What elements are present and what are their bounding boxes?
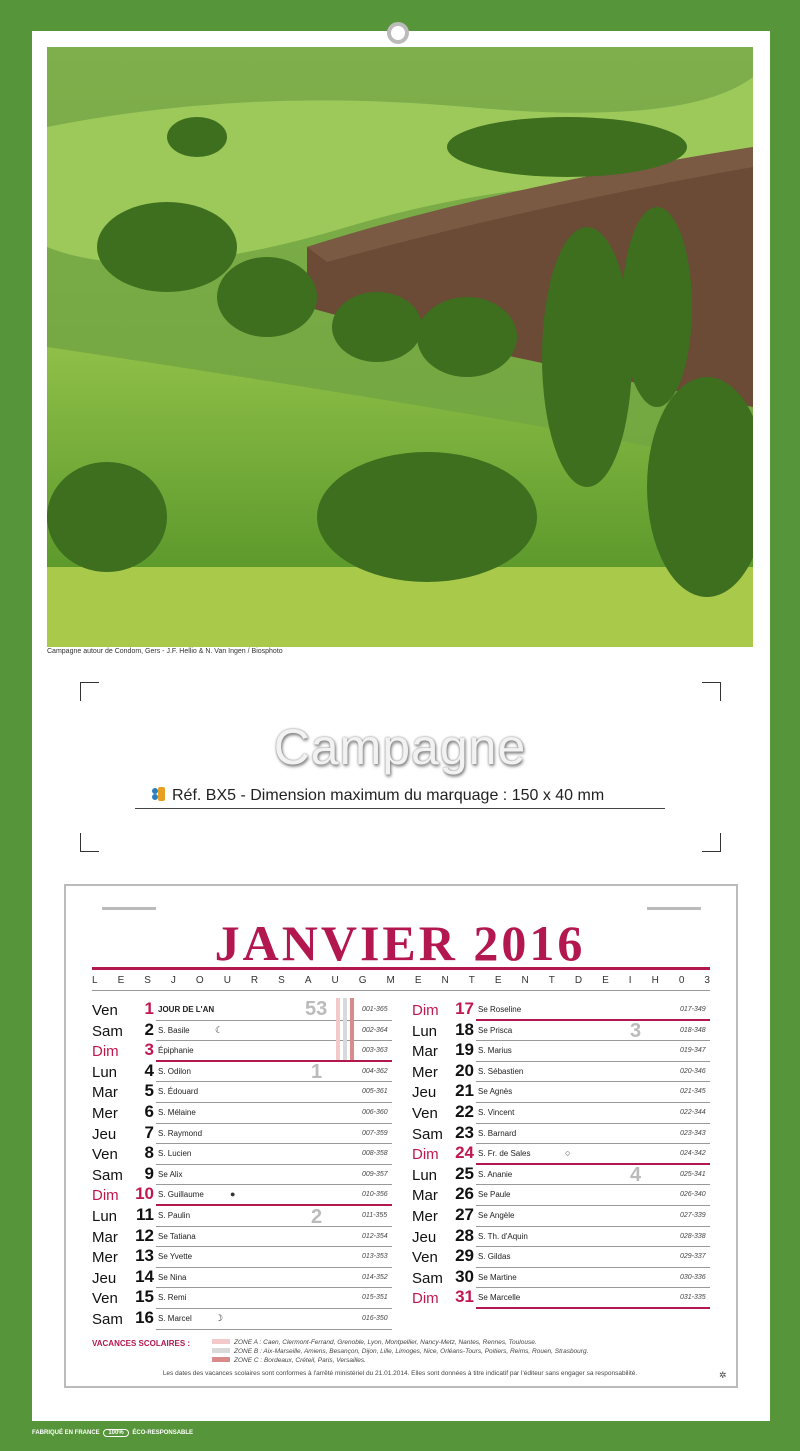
zone-swatch bbox=[212, 1348, 230, 1353]
weekday-label: Ven bbox=[412, 1249, 438, 1267]
weekday-label: Ven bbox=[412, 1105, 438, 1122]
caption-letter: E bbox=[117, 975, 125, 986]
marquage-title: Campagne bbox=[273, 719, 527, 775]
weekday-label: Sam bbox=[92, 1311, 123, 1328]
vacances-title: VACANCES SCOLAIRES : bbox=[92, 1339, 191, 1348]
saint-name: S. Remi bbox=[158, 1293, 187, 1303]
day-number: 5 bbox=[144, 1081, 154, 1101]
day-of-year-code: 005-361 bbox=[362, 1088, 388, 1096]
day-row bbox=[412, 1000, 710, 1021]
saint-name: Se Nina bbox=[158, 1272, 187, 1282]
day-number: 28 bbox=[455, 1225, 474, 1245]
weekday-label: Jeu bbox=[412, 1084, 437, 1102]
saint-name: JOUR DE L'AN bbox=[158, 1005, 215, 1014]
week-number: 4 bbox=[630, 1164, 642, 1186]
weekday-label: Sam bbox=[92, 1166, 123, 1184]
week-number: 3 bbox=[630, 1020, 642, 1042]
caption-letter: 3 bbox=[704, 975, 710, 986]
divider bbox=[102, 907, 156, 910]
day-row bbox=[92, 1082, 392, 1103]
month-title: JANVIER 2016 bbox=[214, 915, 586, 971]
weekday-label: Mar bbox=[92, 1084, 118, 1102]
saint-name: S. Mélaine bbox=[158, 1108, 196, 1117]
weekday-label: Dim bbox=[92, 1187, 119, 1205]
day-number: 8 bbox=[144, 1143, 154, 1163]
day-row bbox=[412, 1041, 710, 1062]
day-number: 3 bbox=[144, 1040, 154, 1060]
zone-text: ZONE A : Caen, Clermont-Ferrand, Grenoble, Lyon, Montpellier, Nancy-Metz, Nantes, Rennes, Toulouse. bbox=[234, 1339, 537, 1346]
day-row bbox=[412, 1103, 710, 1124]
day-row bbox=[412, 1288, 710, 1309]
day-of-year-code: 010-356 bbox=[362, 1191, 388, 1199]
saint-name: Se Yvette bbox=[158, 1252, 193, 1262]
caption-letter: A bbox=[304, 975, 312, 986]
caption-letter: H bbox=[651, 975, 659, 986]
day-of-year-code: 026-340 bbox=[680, 1191, 706, 1199]
day-number: 12 bbox=[135, 1225, 154, 1245]
weekday-label: Mer bbox=[412, 1063, 438, 1081]
saint-name: Se Tatiana bbox=[158, 1231, 196, 1241]
day-row bbox=[92, 1247, 392, 1268]
weekday-label: Jeu bbox=[92, 1125, 117, 1143]
weekday-label: Mer bbox=[92, 1249, 118, 1267]
weekday-label: Mar bbox=[412, 1043, 438, 1061]
days-increase-caption bbox=[92, 975, 710, 986]
day-row bbox=[92, 1124, 392, 1145]
caption-letter: G bbox=[358, 975, 367, 986]
gear-icon: ✲ bbox=[719, 1370, 727, 1380]
day-row bbox=[412, 1144, 710, 1165]
day-number: 17 bbox=[455, 999, 474, 1018]
saint-name: S. Vincent bbox=[478, 1108, 515, 1117]
day-row bbox=[412, 1185, 710, 1206]
day-number: 7 bbox=[144, 1122, 154, 1142]
saint-name: Épiphanie bbox=[158, 1046, 194, 1056]
weekday-label: Dim bbox=[412, 1002, 439, 1019]
caption-letter: T bbox=[468, 975, 475, 986]
weekday-label: Mar bbox=[92, 1228, 118, 1246]
caption-letter: R bbox=[250, 975, 259, 986]
new-moon-icon: ● bbox=[230, 1189, 236, 1200]
day-of-year-code: 002-364 bbox=[362, 1026, 388, 1034]
zone-c bbox=[212, 1357, 366, 1364]
day-of-year-code: 018-348 bbox=[680, 1026, 706, 1034]
day-row bbox=[92, 1206, 392, 1227]
day-of-year-code: 013-353 bbox=[362, 1253, 388, 1261]
marquage-reference bbox=[150, 786, 604, 805]
day-number: 14 bbox=[135, 1266, 154, 1286]
zone-swatch bbox=[212, 1339, 230, 1344]
day-number: 26 bbox=[455, 1184, 474, 1204]
day-of-year-code: 016-350 bbox=[362, 1315, 388, 1322]
footer-right: ÉCO-RESPONSABLE bbox=[132, 1430, 194, 1436]
crop-mark bbox=[80, 833, 99, 852]
day-of-year-code: 020-346 bbox=[680, 1067, 706, 1075]
divider bbox=[647, 907, 701, 910]
caption-letter: S bbox=[144, 975, 151, 986]
weekday-label: Dim bbox=[92, 1043, 119, 1061]
week-number: 2 bbox=[311, 1206, 323, 1228]
caption-letter: O bbox=[195, 975, 204, 986]
weekday-label: Dim bbox=[412, 1290, 439, 1308]
weekday-label: Sam bbox=[412, 1125, 443, 1143]
saint-name: S. Raymond bbox=[158, 1128, 203, 1138]
day-number: 6 bbox=[144, 1102, 154, 1121]
weekday-label: Lun bbox=[92, 1063, 118, 1081]
footer-pill: 100% bbox=[103, 1429, 128, 1437]
day-row bbox=[412, 1206, 710, 1227]
day-number: 22 bbox=[455, 1102, 474, 1121]
weekday-label: Lun bbox=[412, 1022, 438, 1040]
photo-credit: Campagne autour de Condom, Gers - J.F. Hellio & N. Van Ingen / Biosphoto bbox=[47, 648, 283, 655]
day-of-year-code: 015-351 bbox=[362, 1294, 388, 1302]
legal-notice: Les dates des vacances scolaires sont conformes à l'arrêté ministériel du 21.01.2014. Elles sont données à titre indicatif par l'éditeur sans engager sa responsabilité. bbox=[162, 1370, 638, 1377]
weekday-label: Lun bbox=[92, 1208, 118, 1225]
day-row bbox=[92, 1185, 392, 1206]
caption-letter: U bbox=[223, 975, 231, 986]
saint-name: Se Alix bbox=[158, 1169, 183, 1179]
caption-letter: J bbox=[170, 975, 176, 986]
saint-name: S. Lucien bbox=[158, 1149, 192, 1159]
caption-letter: L bbox=[92, 975, 98, 986]
weekday-label: Sam bbox=[92, 1022, 123, 1040]
day-number: 4 bbox=[144, 1060, 154, 1080]
hanging-hole bbox=[387, 22, 409, 44]
day-number: 2 bbox=[144, 1019, 154, 1039]
day-number: 16 bbox=[135, 1308, 154, 1327]
day-row bbox=[412, 1247, 710, 1268]
day-of-year-code: 021-345 bbox=[680, 1088, 706, 1096]
saint-name: S. Barnard bbox=[478, 1128, 517, 1138]
day-number: 10 bbox=[135, 1184, 154, 1204]
landscape-photo bbox=[47, 47, 753, 647]
day-number: 19 bbox=[455, 1040, 474, 1060]
saint-name: Se Martine bbox=[478, 1272, 517, 1282]
weekday-label: Ven bbox=[92, 1002, 118, 1019]
caption-letter: 0 bbox=[678, 975, 685, 986]
day-of-year-code: 023-343 bbox=[680, 1129, 706, 1137]
day-number: 18 bbox=[455, 1019, 474, 1039]
caption-letter: E bbox=[494, 975, 502, 986]
day-number: 15 bbox=[135, 1287, 154, 1307]
day-number: 23 bbox=[455, 1122, 474, 1142]
saint-name: S. Fr. de Sales bbox=[478, 1149, 531, 1159]
day-row bbox=[412, 1062, 710, 1083]
saint-name: S. Ananie bbox=[478, 1169, 513, 1179]
week-number: 1 bbox=[311, 1061, 323, 1083]
day-of-year-code: 025-341 bbox=[680, 1170, 706, 1178]
weekday-label: Jeu bbox=[92, 1269, 117, 1287]
day-of-year-code: 022-344 bbox=[680, 1109, 706, 1116]
day-of-year-code: 024-342 bbox=[680, 1150, 706, 1158]
day-of-year-code: 019-347 bbox=[680, 1047, 706, 1055]
saint-name: Se Marcelle bbox=[478, 1293, 521, 1303]
day-number: 24 bbox=[455, 1143, 474, 1163]
zone-text: ZONE C : Bordeaux, Créteil, Paris, Versailles. bbox=[234, 1357, 366, 1364]
day-of-year-code: 027-339 bbox=[680, 1212, 706, 1219]
day-row bbox=[92, 1165, 392, 1186]
day-number: 27 bbox=[455, 1205, 474, 1224]
saint-name: S. Odilon bbox=[158, 1066, 191, 1076]
saint-name: Se Agnès bbox=[478, 1087, 513, 1097]
caption-letter: S bbox=[278, 975, 285, 986]
day-of-year-code: 030-336 bbox=[680, 1273, 706, 1281]
weekday-label: Jeu bbox=[412, 1228, 437, 1246]
day-number: 11 bbox=[136, 1205, 154, 1224]
weekday-label: Sam bbox=[412, 1269, 443, 1287]
caption-letter: N bbox=[521, 975, 529, 986]
saint-name: Se Prisca bbox=[478, 1025, 513, 1035]
day-row bbox=[412, 1268, 710, 1289]
weekday-label: Mer bbox=[92, 1105, 118, 1122]
weekday-label: Ven bbox=[92, 1146, 118, 1164]
caption-letter: E bbox=[602, 975, 609, 986]
zone-b bbox=[212, 1348, 588, 1355]
saint-name: S. Gildas bbox=[478, 1252, 511, 1262]
caption-letter: I bbox=[628, 975, 632, 986]
day-of-year-code: 011-355 bbox=[362, 1212, 388, 1219]
footer bbox=[32, 1429, 193, 1437]
saint-name: S. Guillaume bbox=[158, 1190, 204, 1200]
caption-letter: N bbox=[441, 975, 449, 986]
row-separator bbox=[156, 1329, 392, 1330]
row-separator bbox=[476, 1307, 710, 1309]
saint-name: S. Marcel bbox=[158, 1314, 192, 1323]
day-row bbox=[412, 1021, 710, 1042]
crop-mark bbox=[702, 833, 721, 852]
day-of-year-code: 017-349 bbox=[680, 1006, 706, 1013]
zone-swatch bbox=[212, 1357, 230, 1362]
day-number: 30 bbox=[455, 1266, 474, 1286]
crop-mark bbox=[702, 682, 721, 701]
quarter-moon-icon: ☾ bbox=[215, 1024, 224, 1035]
day-of-year-code: 004-362 bbox=[362, 1067, 388, 1075]
weekday-label: Dim bbox=[412, 1146, 439, 1164]
day-of-year-code: 006-360 bbox=[362, 1109, 388, 1116]
day-number: 20 bbox=[455, 1060, 474, 1080]
day-of-year-code: 009-357 bbox=[362, 1170, 388, 1178]
caption-letter: E bbox=[414, 975, 422, 986]
caption-letter: D bbox=[574, 975, 583, 986]
weekday-label: Ven bbox=[92, 1290, 118, 1308]
saint-name: S. Th. d'Aquin bbox=[478, 1231, 528, 1241]
day-row bbox=[412, 1082, 710, 1103]
day-number: 31 bbox=[455, 1287, 474, 1307]
day-row bbox=[92, 1288, 392, 1309]
day-of-year-code: 029-337 bbox=[680, 1253, 706, 1261]
saint-name: Se Paule bbox=[478, 1190, 511, 1200]
day-row bbox=[412, 1165, 710, 1186]
footer-left: FABRIQUÉ EN FRANCE bbox=[32, 1430, 100, 1436]
full-moon-icon: ○ bbox=[565, 1148, 571, 1159]
day-of-year-code: 003-363 bbox=[362, 1047, 388, 1055]
caption-letter: U bbox=[331, 975, 339, 986]
day-row bbox=[92, 1227, 392, 1248]
day-of-year-code: 007-359 bbox=[362, 1129, 388, 1137]
weekday-label: Mer bbox=[412, 1208, 438, 1225]
day-of-year-code: 031-335 bbox=[680, 1294, 706, 1302]
day-row bbox=[92, 1309, 392, 1330]
day-row bbox=[412, 1124, 710, 1145]
saint-name: S. Basile bbox=[158, 1025, 190, 1035]
divider bbox=[92, 990, 710, 991]
divider bbox=[135, 808, 665, 809]
saint-name: S. Sébastien bbox=[478, 1066, 524, 1076]
saint-name: Se Angèle bbox=[478, 1211, 515, 1220]
day-row bbox=[92, 1144, 392, 1165]
caption-letter: M bbox=[386, 975, 395, 986]
day-of-year-code: 008-358 bbox=[362, 1150, 388, 1158]
day-number: 21 bbox=[455, 1081, 474, 1101]
quarter-moon-icon: ☽ bbox=[215, 1313, 224, 1323]
week-number: 53 bbox=[305, 998, 328, 1020]
saint-name: S. Paulin bbox=[158, 1211, 191, 1220]
crop-mark bbox=[80, 682, 99, 701]
day-number: 13 bbox=[135, 1246, 154, 1266]
day-of-year-code: 028-338 bbox=[680, 1232, 706, 1240]
day-row bbox=[92, 1062, 392, 1083]
day-row bbox=[92, 1268, 392, 1289]
day-number: 29 bbox=[455, 1246, 474, 1266]
day-of-year-code: 001-365 bbox=[362, 1006, 388, 1013]
weekday-label: Mar bbox=[412, 1187, 438, 1205]
reference-text: Réf. BX5 - Dimension maximum du marquage : 150 x 40 mm bbox=[172, 787, 605, 804]
day-of-year-code: 014-352 bbox=[362, 1273, 388, 1281]
dimension-icon bbox=[150, 786, 166, 802]
weekday-label: Lun bbox=[412, 1166, 438, 1184]
day-row bbox=[412, 1227, 710, 1248]
saint-name: Se Roseline bbox=[478, 1005, 522, 1014]
saint-name: S. Édouard bbox=[158, 1087, 199, 1097]
caption-letter: T bbox=[548, 975, 555, 986]
day-of-year-code: 012-354 bbox=[362, 1232, 388, 1240]
day-number: 9 bbox=[144, 1163, 154, 1183]
vacation-bars bbox=[336, 998, 358, 1060]
divider bbox=[92, 967, 710, 970]
zone-text: ZONE B : Aix-Marseille, Amiens, Besançon, Dijon, Lille, Limoges, Nice, Orléans-Tours, Poitiers, Reims, Rouen, Strasbourg. bbox=[234, 1348, 589, 1355]
zone-a bbox=[212, 1339, 537, 1346]
day-row bbox=[92, 1103, 392, 1124]
day-number: 1 bbox=[144, 999, 154, 1018]
day-number: 25 bbox=[455, 1163, 474, 1183]
saint-name: S. Marius bbox=[478, 1046, 512, 1056]
